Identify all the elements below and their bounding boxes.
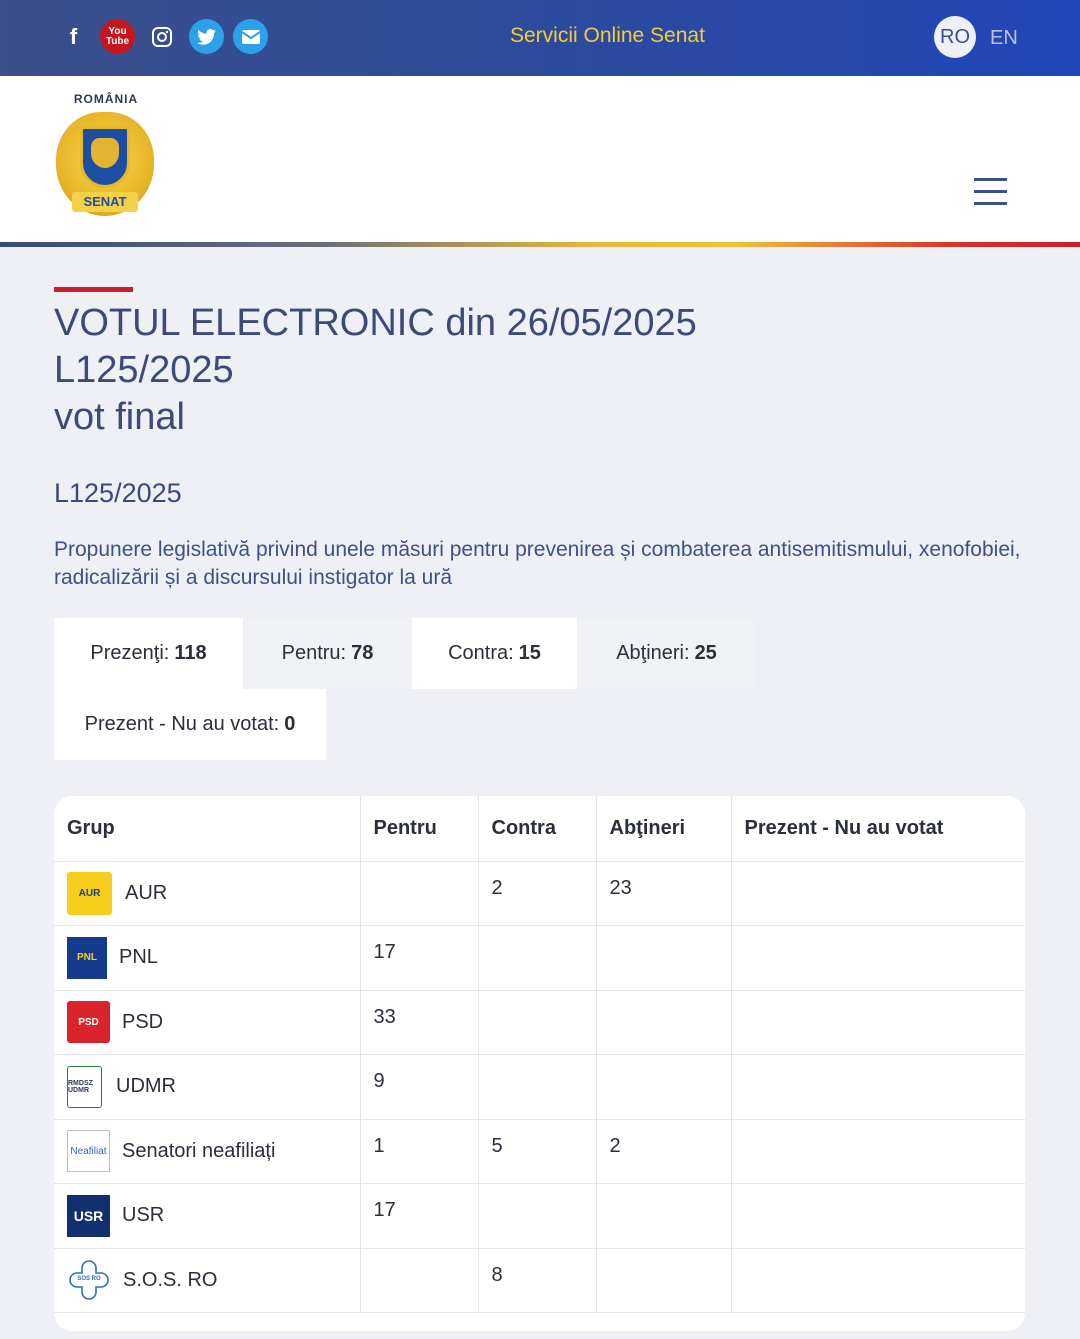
group-name: UDMR [116,1075,176,1098]
col-header-grup: Grup [54,796,360,861]
nevotat-cell [731,1119,1025,1184]
table-row [54,926,1025,991]
nevotat-cell [731,861,1025,926]
pentru-cell [360,861,478,926]
table-header-row [54,796,1025,861]
sos-ro-logo-text: SOS RO [77,1276,101,1283]
stat-pentru-label: Pentru: [281,642,347,664]
pentru-cell: 9 [360,1055,478,1120]
stat-prezenti [54,618,243,689]
abtineri-cell: 2 [596,1119,731,1184]
group-cell [54,861,360,926]
group-name: USR [122,1204,165,1227]
table-row [54,861,1025,926]
nevotat-cell [731,1055,1025,1120]
group-name: S.O.S. RO [123,1268,218,1291]
eagle-icon [91,138,119,168]
contra-cell [478,926,596,991]
instagram-icon[interactable] [144,19,179,54]
nevotat-cell [731,1184,1025,1249]
top-bar [0,0,1080,76]
neafiliat-logo-icon: Neafiliat [67,1130,110,1172]
group-name: PNL [119,946,158,969]
abtineri-cell [596,1184,731,1249]
stat-contra [412,618,577,689]
group-cell [54,926,360,991]
pentru-cell: 33 [360,990,478,1055]
youtube-icon-text: You Tube [105,25,130,47]
group-cell [54,1184,360,1249]
abtineri-cell [596,1055,731,1120]
col-header-abtineri: Abţineri [596,796,731,861]
header-divider [0,242,1080,247]
language-ro-button[interactable]: RO [934,16,976,58]
page-title [54,300,854,441]
stat-prezenti-value: 118 [174,642,207,664]
group-cell [54,1055,360,1120]
group-cell [54,990,360,1055]
stat-nevotat-label: Prezent - Nu au votat: [84,713,280,735]
group-name: Senatori neafiliați [122,1139,276,1162]
title-accent-bar [54,287,133,292]
page-title-line3: vot final [54,396,185,438]
contra-cell [478,990,596,1055]
stat-nevotat [54,689,326,760]
stat-abtineri-value: 25 [694,642,717,664]
vote-results-table [54,796,1025,1331]
contra-cell [478,1184,596,1249]
nevotat-cell [731,990,1025,1055]
pentru-cell [360,1248,478,1313]
udmr-logo-icon: RMDSZ UDMR [67,1066,102,1108]
stat-abtineri-label: Abţineri: [616,642,690,664]
language-en-button[interactable]: EN [990,27,1018,49]
law-number: L125/2025 [54,478,182,508]
online-services-link[interactable]: Servicii Online Senat [510,24,705,47]
stat-contra-label: Contra: [448,642,514,664]
group-cell [54,1119,360,1184]
law-description: Propunere legislativă privind unele măsuri pentru prevenirea și combaterea antisemitismului, xenofobiei, radicalizării și a discursului instigator la ură [54,538,1021,589]
stat-nevotat-value: 0 [284,713,296,735]
contra-cell [478,1055,596,1120]
table-row [54,990,1025,1055]
site-header [0,76,1080,242]
facebook-icon[interactable]: f [69,23,78,49]
contra-cell: 8 [478,1248,596,1313]
table-row [54,1184,1025,1249]
nevotat-cell [731,926,1025,991]
pnl-logo-icon: PNL [67,937,107,979]
stat-pentru [245,618,410,689]
col-header-nevotat: Prezent - Nu au votat [731,796,1025,861]
sos-ro-logo-icon [67,1258,111,1302]
pentru-cell: 17 [360,1184,478,1249]
pentru-cell: 1 [360,1119,478,1184]
abtineri-cell [596,1248,731,1313]
logo-top-text: ROMÂNIA [73,92,139,106]
stat-abtineri [579,618,754,689]
stat-contra-value: 15 [518,642,541,664]
table-row [54,1055,1025,1120]
twitter-icon[interactable] [189,19,224,54]
page-title-line2: L125/2025 [54,349,234,391]
table-row [54,1119,1025,1184]
abtineri-cell [596,990,731,1055]
group-cell [54,1248,360,1313]
group-name: PSD [122,1010,164,1033]
group-name: AUR [125,881,168,904]
aur-logo-icon: AUR [67,872,112,915]
stat-prezenti-label: Prezenţi: [90,642,170,664]
table-row [54,1248,1025,1313]
contra-cell: 5 [478,1119,596,1184]
nevotat-cell [731,1248,1025,1313]
logo-bottom-text: SENAT [72,192,138,212]
stat-pentru-value: 78 [351,642,374,664]
col-header-pentru: Pentru [360,796,478,861]
psd-logo-icon: PSD [67,1001,110,1043]
senate-logo[interactable] [54,92,156,224]
pentru-cell: 17 [360,926,478,991]
abtineri-cell [596,926,731,991]
menu-icon[interactable] [974,178,1007,214]
youtube-icon[interactable] [100,19,135,54]
col-header-contra: Contra [478,796,596,861]
mail-icon[interactable] [233,19,268,54]
contra-cell: 2 [478,861,596,926]
abtineri-cell: 23 [596,861,731,926]
page-title-line1: VOTUL ELECTRONIC din 26/05/2025 [54,302,697,344]
usr-logo-icon: USR [67,1195,110,1237]
